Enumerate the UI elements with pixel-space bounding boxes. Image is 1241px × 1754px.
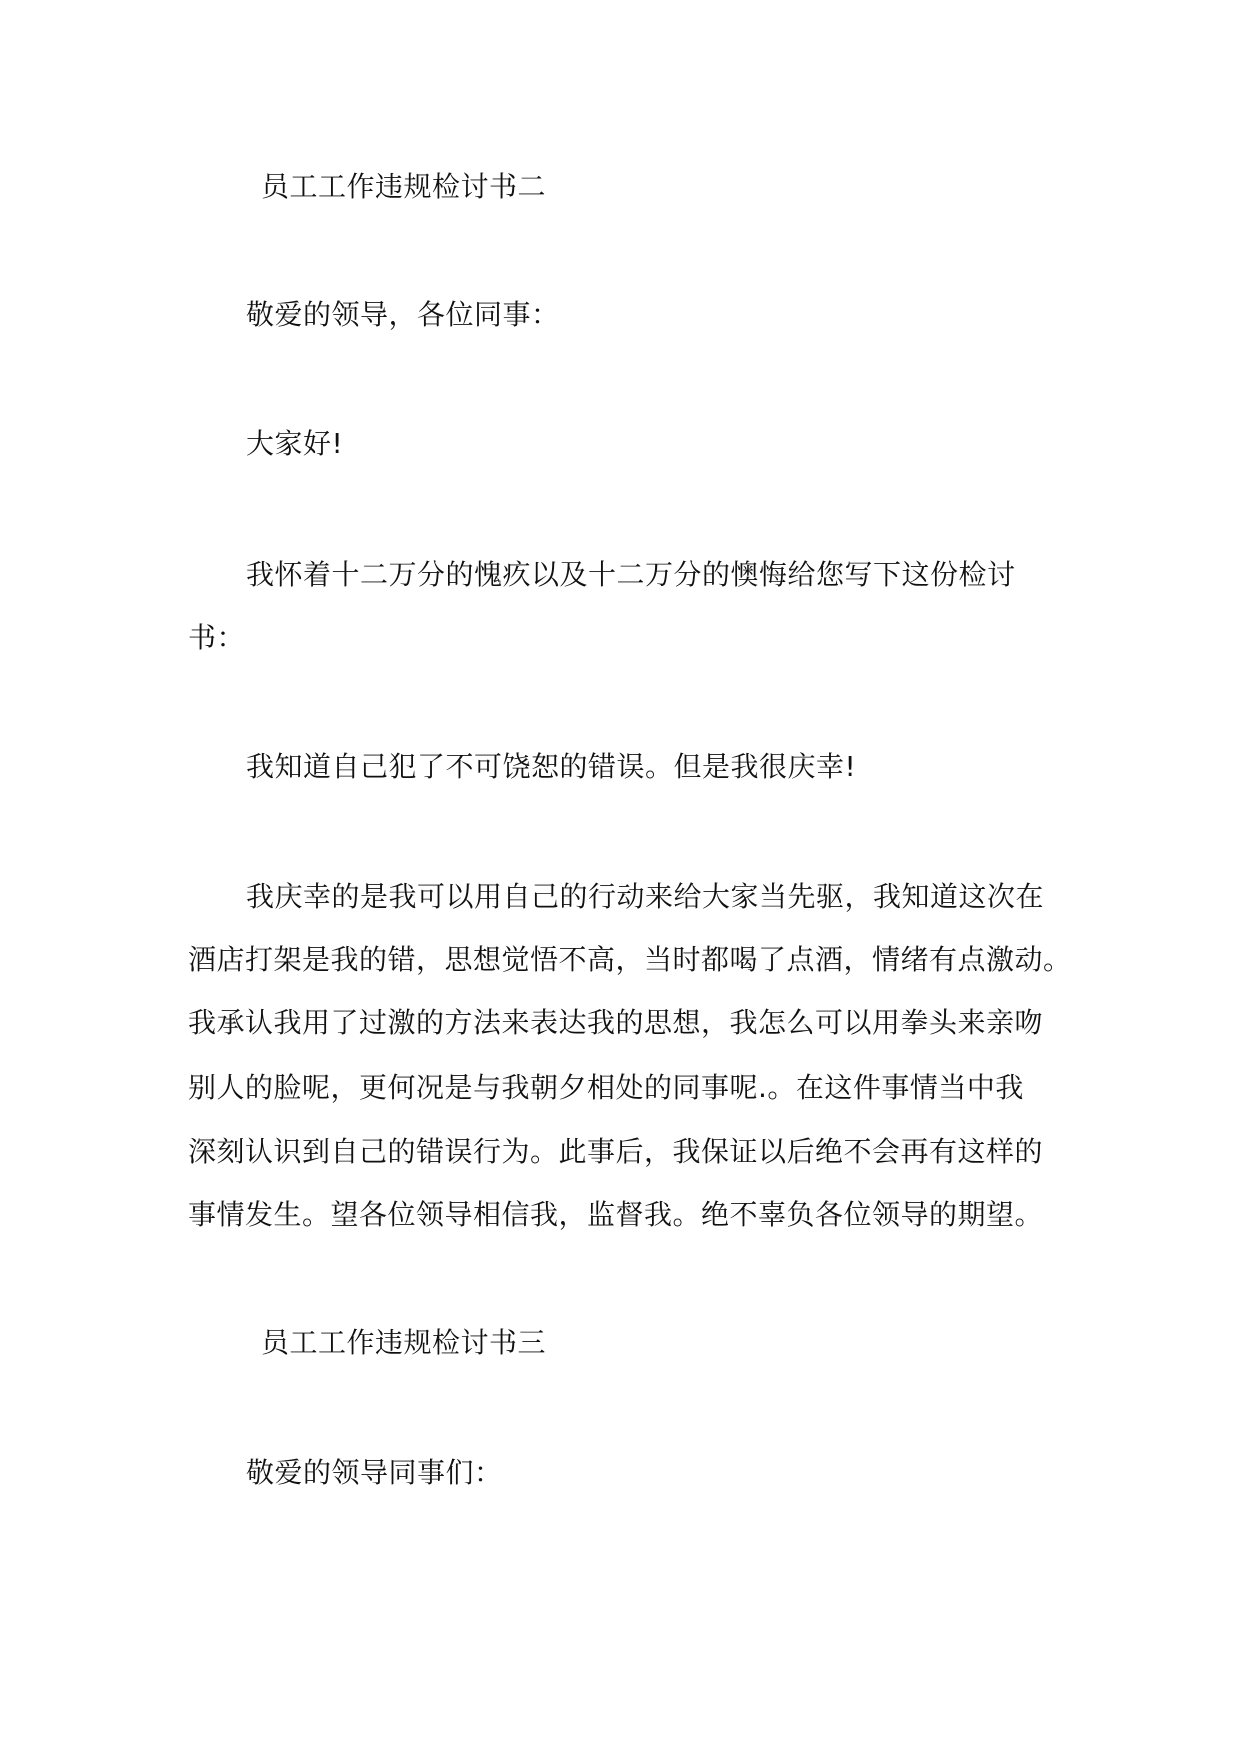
greeting-3: 敬爱的领导同事们： bbox=[246, 1456, 503, 1489]
section-heading-3: 员工工作违规检讨书三 bbox=[261, 1326, 547, 1359]
para3-line-4: 别人的脸呢，更何况是与我朝夕相处的同事呢.。在这件事情当中我 bbox=[188, 1071, 1024, 1104]
greeting-2: 敬爱的领导，各位同事： bbox=[246, 298, 560, 331]
para1-line-2: 书： bbox=[188, 621, 246, 654]
para1-line-1: 我怀着十二万分的愧疚以及十二万分的懊悔给您写下这份检讨 bbox=[246, 558, 1016, 591]
para3-line-5: 深刻认识到自己的错误行为。此事后，我保证以后绝不会再有这样的 bbox=[188, 1135, 1044, 1168]
para3-line-6: 事情发生。望各位领导相信我，监督我。绝不辜负各位领导的期望。 bbox=[188, 1198, 1044, 1231]
para2-line: 我知道自己犯了不可饶恕的错误。但是我很庆幸! bbox=[246, 750, 857, 783]
hello-line: 大家好! bbox=[246, 427, 344, 460]
section-heading-2: 员工工作违规检讨书二 bbox=[261, 170, 547, 203]
para3-line-3: 我承认我用了过激的方法来表达我的思想，我怎么可以用拳头来亲吻 bbox=[188, 1006, 1044, 1039]
para3-line-1: 我庆幸的是我可以用自己的行动来给大家当先驱，我知道这次在 bbox=[246, 880, 1045, 913]
para3-line-2: 酒店打架是我的错，思想觉悟不高，当时都喝了点酒，情绪有点激动。 bbox=[188, 943, 1072, 976]
